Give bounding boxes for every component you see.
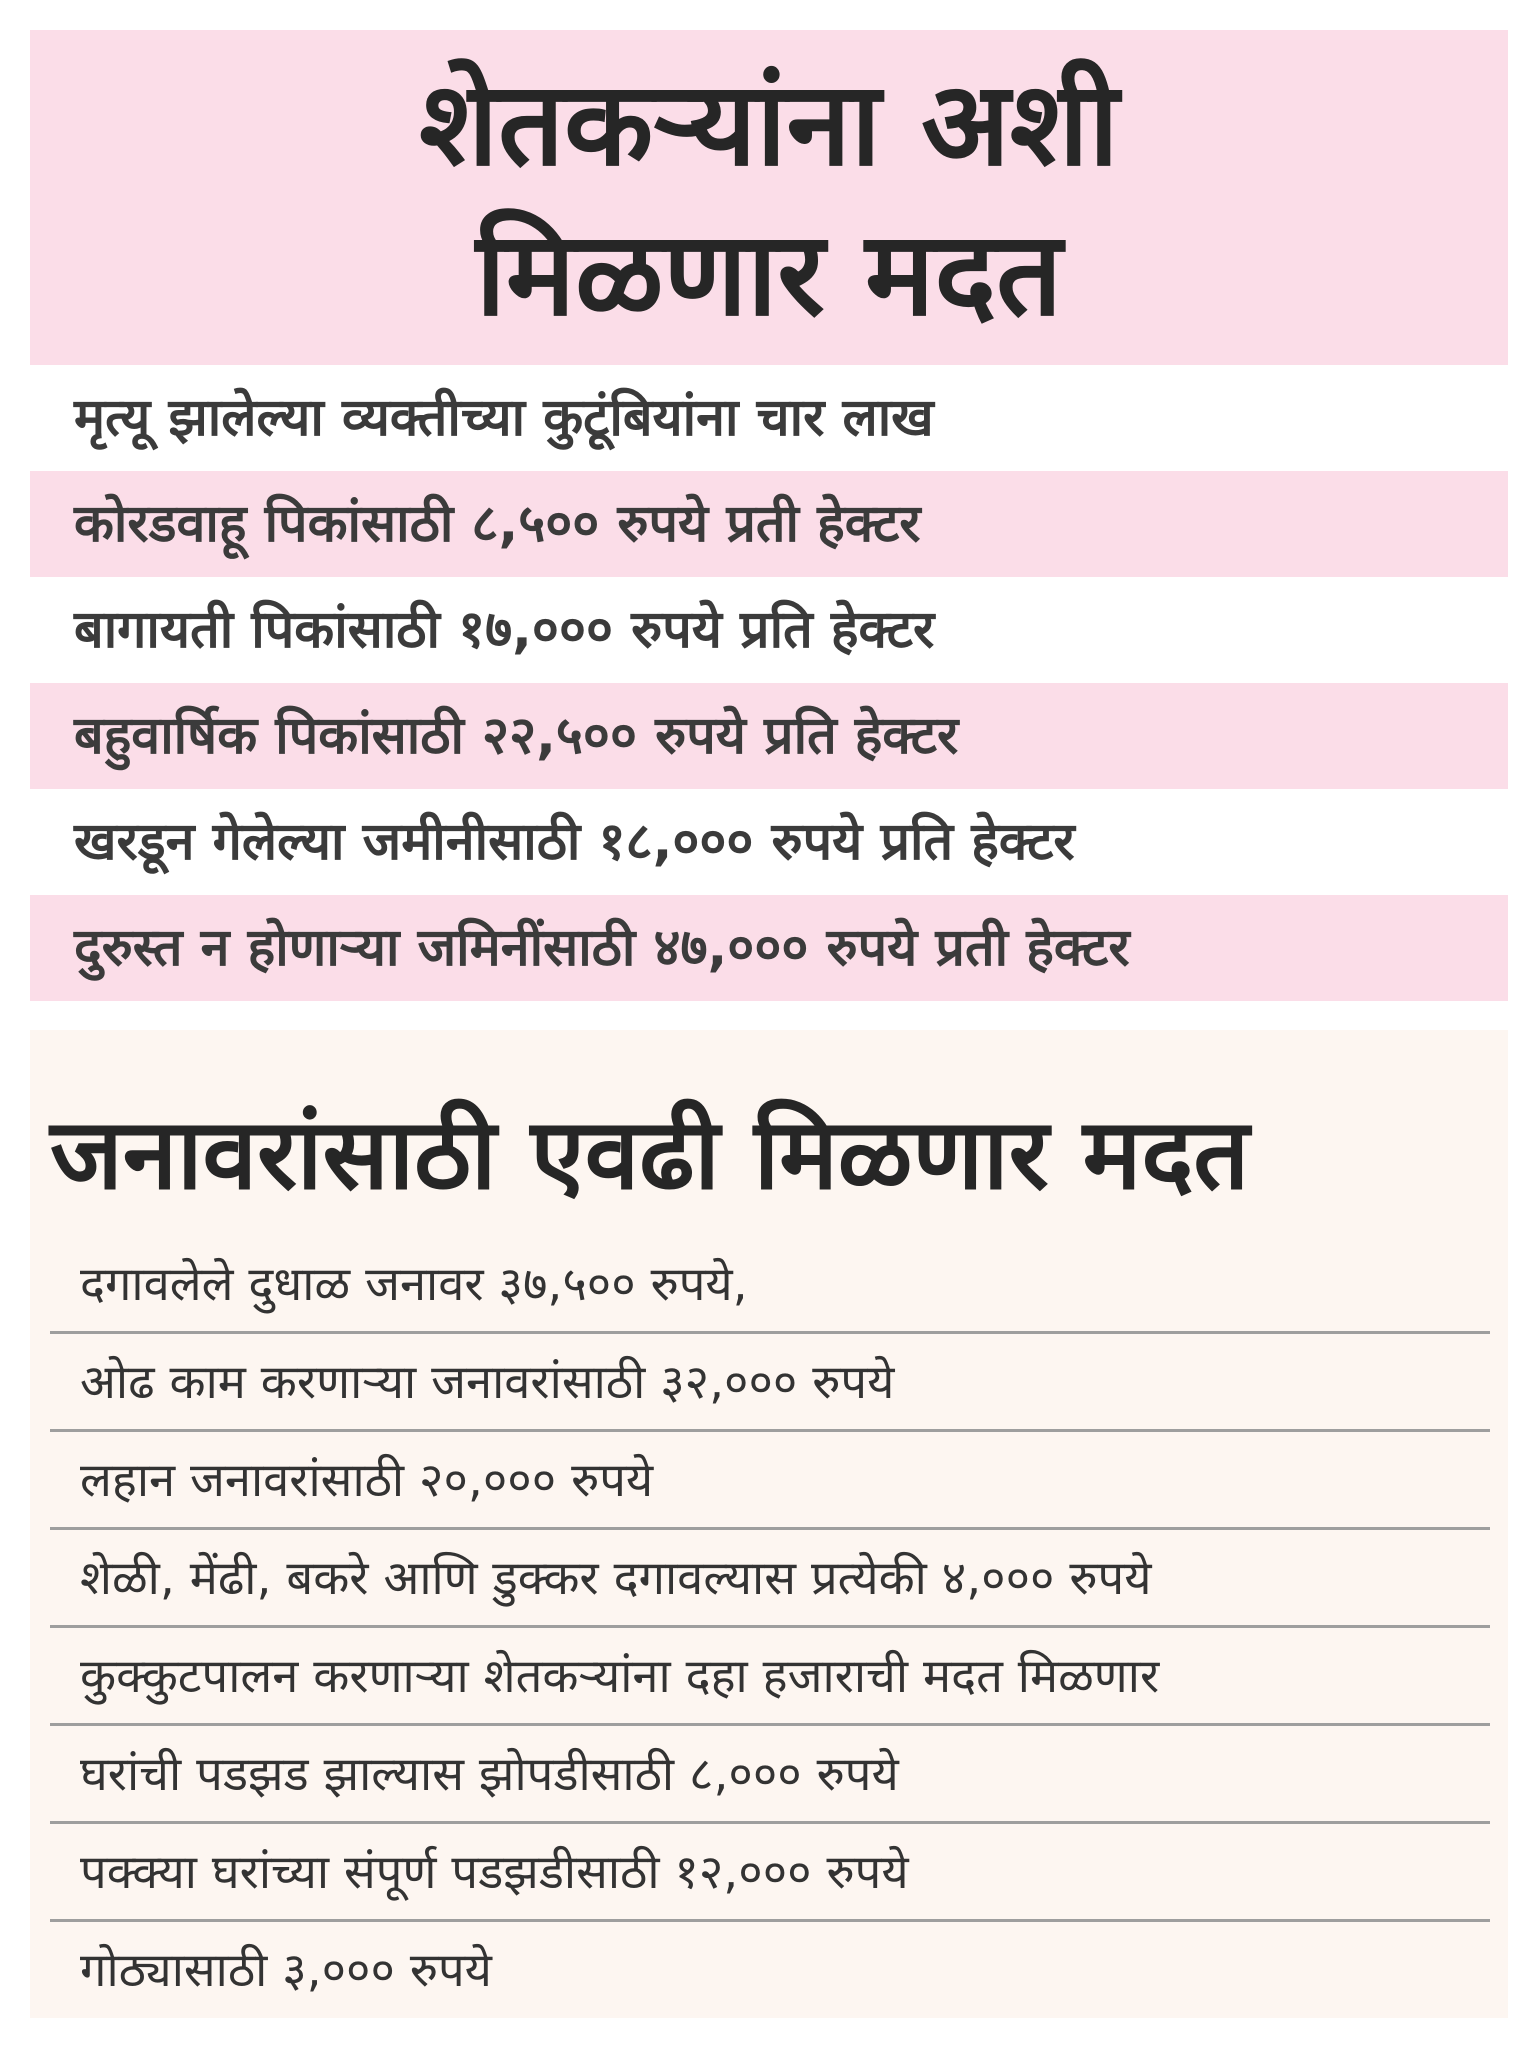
list-item: बहुवार्षिक पिकांसाठी २२,५०० रुपये प्रति हेक्टर bbox=[30, 683, 1508, 789]
animal-aid-panel bbox=[30, 1030, 1508, 2018]
farmers-aid-title-line2: मिळणार मदत bbox=[475, 207, 1063, 342]
animal-aid-list bbox=[50, 1236, 1490, 2020]
farmers-aid-list bbox=[30, 365, 1508, 1001]
list-item: मृत्यू झालेल्या व्यक्तीच्या कुटूंबियांना चार लाख bbox=[30, 365, 1508, 471]
list-item: लहान जनावरांसाठी २०,००० रुपये bbox=[50, 1432, 1490, 1530]
list-item: दगावलेले दुधाळ जनावर ३७,५०० रुपये, bbox=[50, 1236, 1490, 1334]
list-item: घरांची पडझड झाल्यास झोपडीसाठी ८,००० रुपये bbox=[50, 1726, 1490, 1824]
list-item: शेळी, मेंढी, बकरे आणि डुक्कर दगावल्यास प्रत्येकी ४,००० रुपये bbox=[50, 1530, 1490, 1628]
list-item: दुरुस्त न होणाऱ्या जमिनींसाठी ४७,००० रुपये प्रती हेक्टर bbox=[30, 895, 1508, 1001]
list-item: बागायती पिकांसाठी १७,००० रुपये प्रति हेक्टर bbox=[30, 577, 1508, 683]
list-item: कुक्कुटपालन करणाऱ्या शेतकऱ्यांना दहा हजाराची मदत मिळणार bbox=[50, 1628, 1490, 1726]
farmers-aid-panel bbox=[30, 30, 1508, 992]
list-item: खरडून गेलेल्या जमीनीसाठी १८,००० रुपये प्रति हेक्टर bbox=[30, 789, 1508, 895]
animal-aid-title: जनावरांसाठी एवढी मिळणार मदत bbox=[50, 1098, 1250, 1212]
list-item: कोरडवाहू पिकांसाठी ८,५०० रुपये प्रती हेक्टर bbox=[30, 471, 1508, 577]
farmers-aid-title bbox=[30, 50, 1508, 350]
list-item: पक्क्या घरांच्या संपूर्ण पडझडीसाठी १२,००० रुपये bbox=[50, 1824, 1490, 1922]
farmers-aid-title-line1: शेतकऱ्यांना अशी bbox=[419, 57, 1119, 192]
list-item: ओढ काम करणाऱ्या जनावरांसाठी ३२,००० रुपये bbox=[50, 1334, 1490, 1432]
list-item: गोठ्यासाठी ३,००० रुपये bbox=[80, 1943, 492, 1998]
